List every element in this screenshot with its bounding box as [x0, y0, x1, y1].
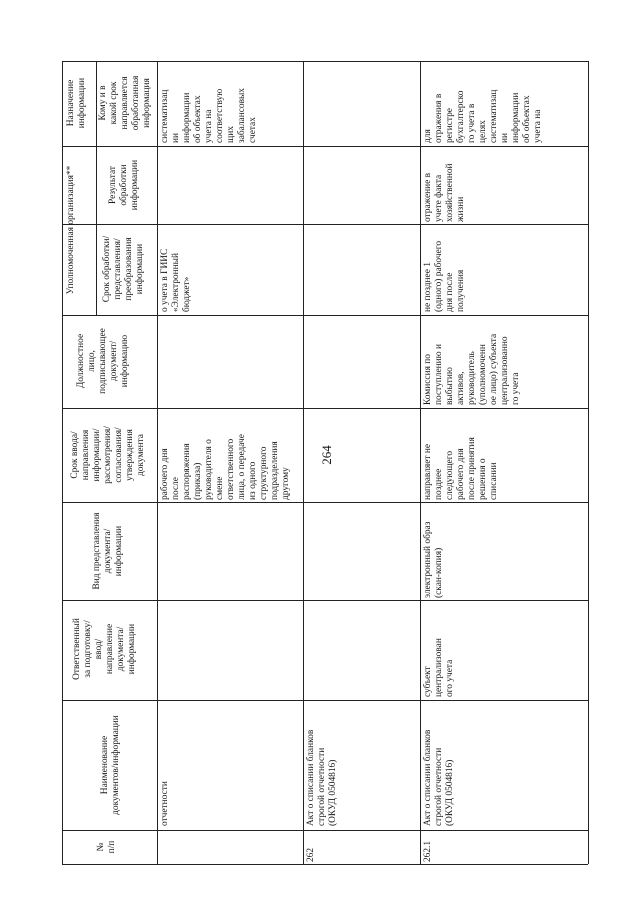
row262-1-responsible: субъект централизован ого учета [423, 638, 455, 697]
header-name: Наименование документов/информации [100, 715, 121, 815]
header-auth-result: Результат обработки информации [108, 159, 140, 211]
row1-purpose: систематизац ии информации об объектах учета на соответствую щих забалансовых счетах [160, 88, 258, 143]
row1-auth-deadline: о учета в ГИИС «Электронный бюджет» [160, 248, 192, 312]
table-border-left [62, 61, 63, 864]
row1-deadline: рабочего дня после распоряжения (приказа) руководителя о смене ответственного лица, о передаче из одного структурного подразделения другому [160, 434, 291, 500]
row262-1-num: 262.1 [423, 840, 433, 862]
header-official: Должностное лицо, подписывающее документ/ информацию [76, 328, 130, 394]
header-auth-deadline: Срок обработки/ представления/ преобразования информации [102, 235, 145, 303]
header-responsible: Ответственный за подготовку/ ввод/ направление документа/ информации [72, 618, 137, 680]
row262-1-official: Комиссия по поступлению и выбытию активов, руководитель (уполномоченн ое лицо) субъекта централизованно го учета [423, 333, 521, 405]
header-type: Вид представления документа/ информации [92, 512, 124, 590]
row-separator [303, 61, 304, 864]
row262-1-purpose: для отражения в регистре бухгалтерско го учета в целях систематизац ии информации об объектах учета на [423, 89, 543, 143]
column-line [62, 224, 588, 225]
header-purpose-sub: Кому и в какой срок направляется обработанная информация [98, 75, 152, 131]
header-separator [157, 61, 158, 864]
column-line [62, 830, 588, 831]
page-number: 264 [319, 445, 334, 465]
row262-1-auth-result: отражение в учете факта хозяйственной жизни [423, 163, 466, 222]
column-line [62, 502, 588, 503]
header-num: № п/п [96, 840, 117, 854]
table-border-right [588, 61, 589, 864]
column-line [62, 61, 588, 62]
header-deadline: Срок ввода/ направления информации/ рассмотрения/ согласования/ утверждения документа [70, 426, 146, 484]
column-line [62, 700, 588, 701]
header-authorized-org: Уполномоченная организация** [66, 165, 76, 295]
column-line [62, 146, 588, 147]
column-line [62, 864, 588, 865]
row1-name: отчетности [160, 781, 170, 826]
header-purpose: Назначение информации [66, 77, 87, 129]
row262-1-name: Акт о списании бланков строгой отчетности (ОКУД 0504816) [423, 729, 455, 826]
row262-name: Акт о списании бланков строгой отчетности (ОКУД 0504816) [306, 729, 338, 826]
row262-num: 262 [306, 847, 316, 862]
subheader-divider [96, 146, 97, 315]
row262-1-type: электронный образ (скан-копия) [423, 521, 444, 598]
row262-1-deadline: направляет не позднее следующего рабочего дня после принятия решения о списании [423, 437, 499, 500]
subheader-divider [96, 61, 97, 146]
row-separator [420, 61, 421, 864]
row262-1-auth-deadline: не позднее 1 (одного) рабочего дня после получения [423, 240, 466, 312]
